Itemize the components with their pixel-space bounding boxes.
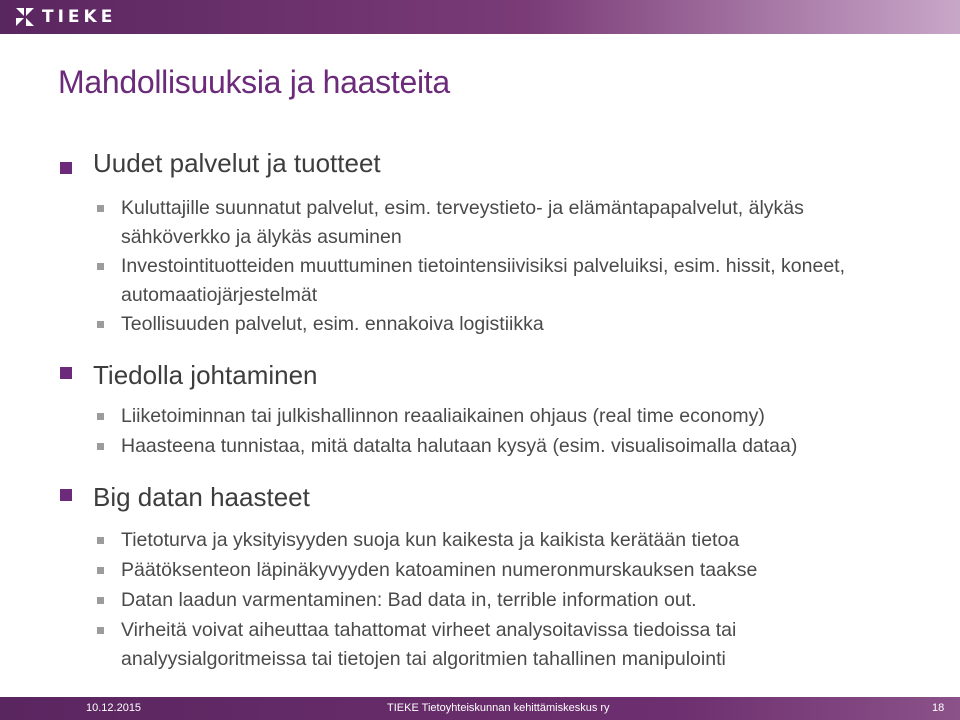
footer-date: 10.12.2015	[86, 702, 142, 714]
sub-bullet-icon	[97, 537, 104, 544]
sub-bullet-icon	[97, 597, 104, 604]
list-item-text: Datan laadun varmentaminen: Bad data in, terrible information out.	[121, 589, 697, 611]
sub-bullet-icon	[97, 627, 104, 634]
sub-bullet-icon	[97, 263, 104, 270]
section-heading-text: Tiedolla johtaminen	[93, 360, 318, 390]
list-item-text: Liiketoiminnan tai julkishallinnon reaaliaikainen ohjaus (real time economy)	[121, 405, 765, 427]
tieke-logo-icon	[14, 6, 36, 28]
list-item-text: Teollisuuden palvelut, esim. ennakoiva logistiikka	[121, 313, 544, 335]
slide-title: Mahdollisuuksia ja haasteita	[58, 64, 450, 100]
tieke-logo	[14, 5, 116, 29]
list-item-text: Tietoturva ja yksityisyyden suoja kun kaikesta ja kaikista kerätään tietoa	[121, 529, 740, 551]
footer-organization: TIEKE Tietoyhteiskunnan kehittämiskeskus ry	[387, 702, 610, 714]
footer-bar	[0, 697, 960, 720]
sub-bullet-icon	[97, 443, 104, 450]
section-heading	[60, 360, 318, 390]
section-heading-text: Uudet palvelut ja tuotteet	[93, 148, 381, 178]
sub-bullet-icon	[97, 321, 104, 328]
list-item-text: Virheitä voivat aiheuttaa tahattomat virheet analysoitavissa tiedoissa tai analyysialgoritmeissa tai tietojen tai algoritmien tahallinen manipulointi	[121, 619, 737, 670]
section-heading	[60, 148, 381, 178]
header-bar	[0, 0, 960, 34]
section-heading	[60, 482, 310, 512]
bullet-square-icon	[60, 367, 72, 379]
sub-bullet-icon	[97, 567, 104, 574]
bullet-square-icon	[60, 162, 72, 174]
logo-text: TIEKE	[42, 7, 117, 27]
list-item-text: Investointituotteiden muuttuminen tietointensiivisiksi palveluiksi, esim. hissit, koneet, automaatiojärjestelmät	[121, 255, 846, 306]
list-item-text: Haasteena tunnistaa, mitä datalta halutaan kysyä (esim. visualisoimalla dataa)	[121, 435, 798, 457]
sub-bullet-icon	[97, 413, 104, 420]
sub-bullet-icon	[97, 205, 104, 212]
list-item-text: Kuluttajille suunnatut palvelut, esim. terveystieto- ja elämäntapapalvelut, älykäs sähköverkko ja älykäs asuminen	[121, 197, 804, 248]
footer-page-number: 18	[932, 702, 945, 714]
bullet-square-icon	[60, 489, 72, 501]
section-heading-text: Big datan haasteet	[93, 482, 310, 512]
list-item-text: Päätöksenteon läpinäkyvyyden katoaminen numeronmurskauksen taakse	[121, 559, 758, 581]
